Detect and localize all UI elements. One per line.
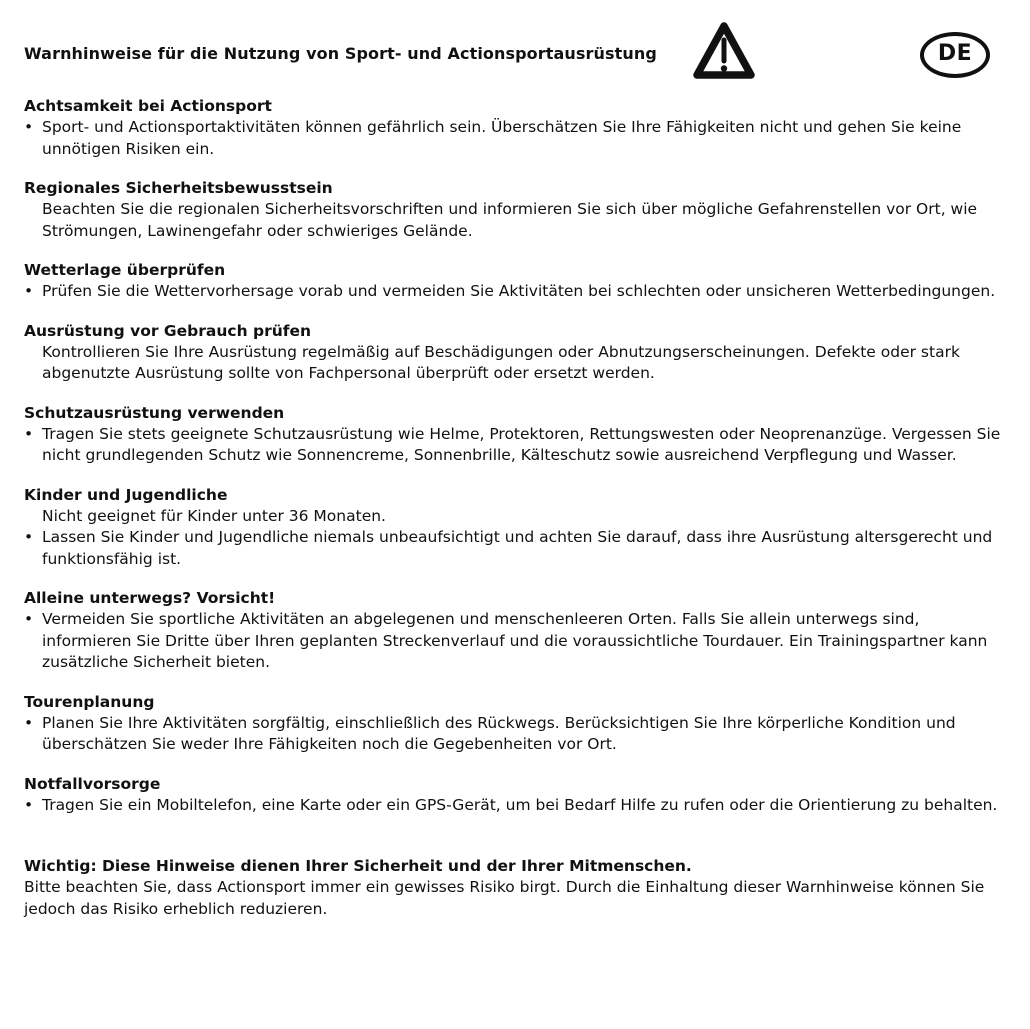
bullet-marker: • bbox=[24, 424, 34, 443]
section-heading: Achtsamkeit bei Actionsport bbox=[24, 97, 272, 115]
item-text: Kontrollieren Sie Ihre Ausrüstung regelmäßig auf Beschädigungen oder Abnutzungserscheinungen. Defekte oder stark abgenutzte Ausrüstung sollte von Fachpersonal überprüft oder ersetzt werden. bbox=[42, 342, 960, 382]
footer-heading: Wichtig: Diese Hinweise dienen Ihrer Sicherheit und der Ihrer Mitmenschen. bbox=[24, 857, 692, 875]
item-text: Planen Sie Ihre Aktivitäten sorgfältig, einschließlich des Rückwegs. Berücksichtigen Sie Ihre körperliche Kondition und überschätzen Sie weder Ihre Fähigkeiten noch die Gegebenheiten vor Ort. bbox=[42, 713, 956, 753]
footer-text: Bitte beachten Sie, dass Actionsport immer ein gewisses Risiko birgt. Durch die Einhaltung dieser Warnhinweise können Sie jedoch das Risiko erheblich reduzieren. bbox=[24, 878, 985, 918]
bullet-marker: • bbox=[24, 118, 34, 136]
item-text: Beachten Sie die regionalen Sicherheitsvorschriften und informieren Sie sich über mögliche Gefahrenstellen vor Ort, wie Strömungen, Lawinengefahr oder schwieriges Gelände. bbox=[42, 200, 978, 240]
section-heading: Regionales Sicherheitsbewusstsein bbox=[24, 179, 333, 197]
de-language-badge bbox=[920, 32, 990, 78]
bullet-marker: • bbox=[24, 528, 34, 546]
bullet-item bbox=[24, 713, 1006, 756]
warning-section bbox=[24, 178, 1006, 242]
plain-item bbox=[24, 342, 1006, 385]
item-text: Sport- und Actionsportaktivitäten können gefährlich sein. Überschätzen Sie Ihre Fähigkeiten nicht und gehen Sie keine unnötigen Risiken ein. bbox=[42, 118, 962, 158]
bullet-item bbox=[24, 281, 1006, 303]
document-header bbox=[24, 0, 1006, 96]
item-text: Nicht geeignet für Kinder unter 36 Monaten. bbox=[42, 506, 386, 525]
warning-triangle-icon bbox=[692, 20, 756, 84]
de-language-badge-label: DE bbox=[937, 41, 973, 66]
page-title: Warnhinweise für die Nutzung von Sport- und Actionsportausrüstung bbox=[24, 44, 657, 63]
warning-section bbox=[24, 403, 1006, 467]
section-heading: Tourenplanung bbox=[24, 692, 155, 711]
section-heading: Notfallvorsorge bbox=[24, 774, 161, 793]
item-text: Vermeiden Sie sportliche Aktivitäten an abgelegenen und menschenleeren Orten. Falls Sie allein unterwegs sind, informieren Sie Dritte über Ihren geplanten Streckenverlauf und die voraussichtliche Tourdauer. Ein Trainingspartner kann zusätzliche Sicherheit bieten. bbox=[42, 610, 988, 671]
plain-item bbox=[24, 199, 1006, 242]
section-heading: Schutzausrüstung verwenden bbox=[24, 403, 285, 422]
warning-section bbox=[24, 692, 1006, 756]
bullet-item bbox=[24, 527, 1006, 570]
section-heading: Ausrüstung vor Gebrauch prüfen bbox=[24, 321, 312, 340]
plain-item bbox=[24, 506, 1006, 528]
bullet-marker: • bbox=[24, 282, 34, 300]
bullet-item bbox=[24, 117, 1006, 160]
section-heading: Alleine unterwegs? Vorsicht! bbox=[24, 589, 276, 607]
warning-section bbox=[24, 588, 1006, 674]
warning-section bbox=[24, 321, 1006, 385]
bullet-item bbox=[24, 424, 1006, 467]
bullet-item bbox=[24, 609, 1006, 674]
warning-section bbox=[24, 96, 1006, 160]
bullet-marker: • bbox=[24, 713, 34, 732]
warning-sections bbox=[24, 96, 1006, 816]
item-text: Prüfen Sie die Wettervorhersage vorab und vermeiden Sie Aktivitäten bei schlechten oder unsicheren Wetterbedingungen. bbox=[42, 282, 996, 300]
warning-section bbox=[24, 774, 1006, 817]
document-footer bbox=[24, 855, 1006, 920]
bullet-marker: • bbox=[24, 795, 34, 814]
section-heading: Wetterlage überprüfen bbox=[24, 261, 226, 279]
warning-section bbox=[24, 260, 1006, 303]
bullet-marker: • bbox=[24, 610, 34, 628]
item-text: Tragen Sie ein Mobiltelefon, eine Karte oder ein GPS-Gerät, um bei Bedarf Hilfe zu rufen oder die Orientierung zu behalten. bbox=[42, 795, 998, 814]
bullet-item bbox=[24, 795, 1006, 817]
item-text: Lassen Sie Kinder und Jugendliche niemals unbeaufsichtigt und achten Sie darauf, dass ihre Ausrüstung altersgerecht und funktionsfähig ist. bbox=[42, 528, 993, 568]
item-text: Tragen Sie stets geeignete Schutzausrüstung wie Helme, Protektoren, Rettungswesten oder Neoprenanzüge. Vergessen Sie nicht grundlegenden Schutz wie Sonnencreme, Sonnenbrille, Kälteschutz sowie ausreichend Verpflegung und Wasser. bbox=[42, 424, 1001, 464]
warning-section bbox=[24, 485, 1006, 571]
section-heading: Kinder und Jugendliche bbox=[24, 485, 228, 504]
